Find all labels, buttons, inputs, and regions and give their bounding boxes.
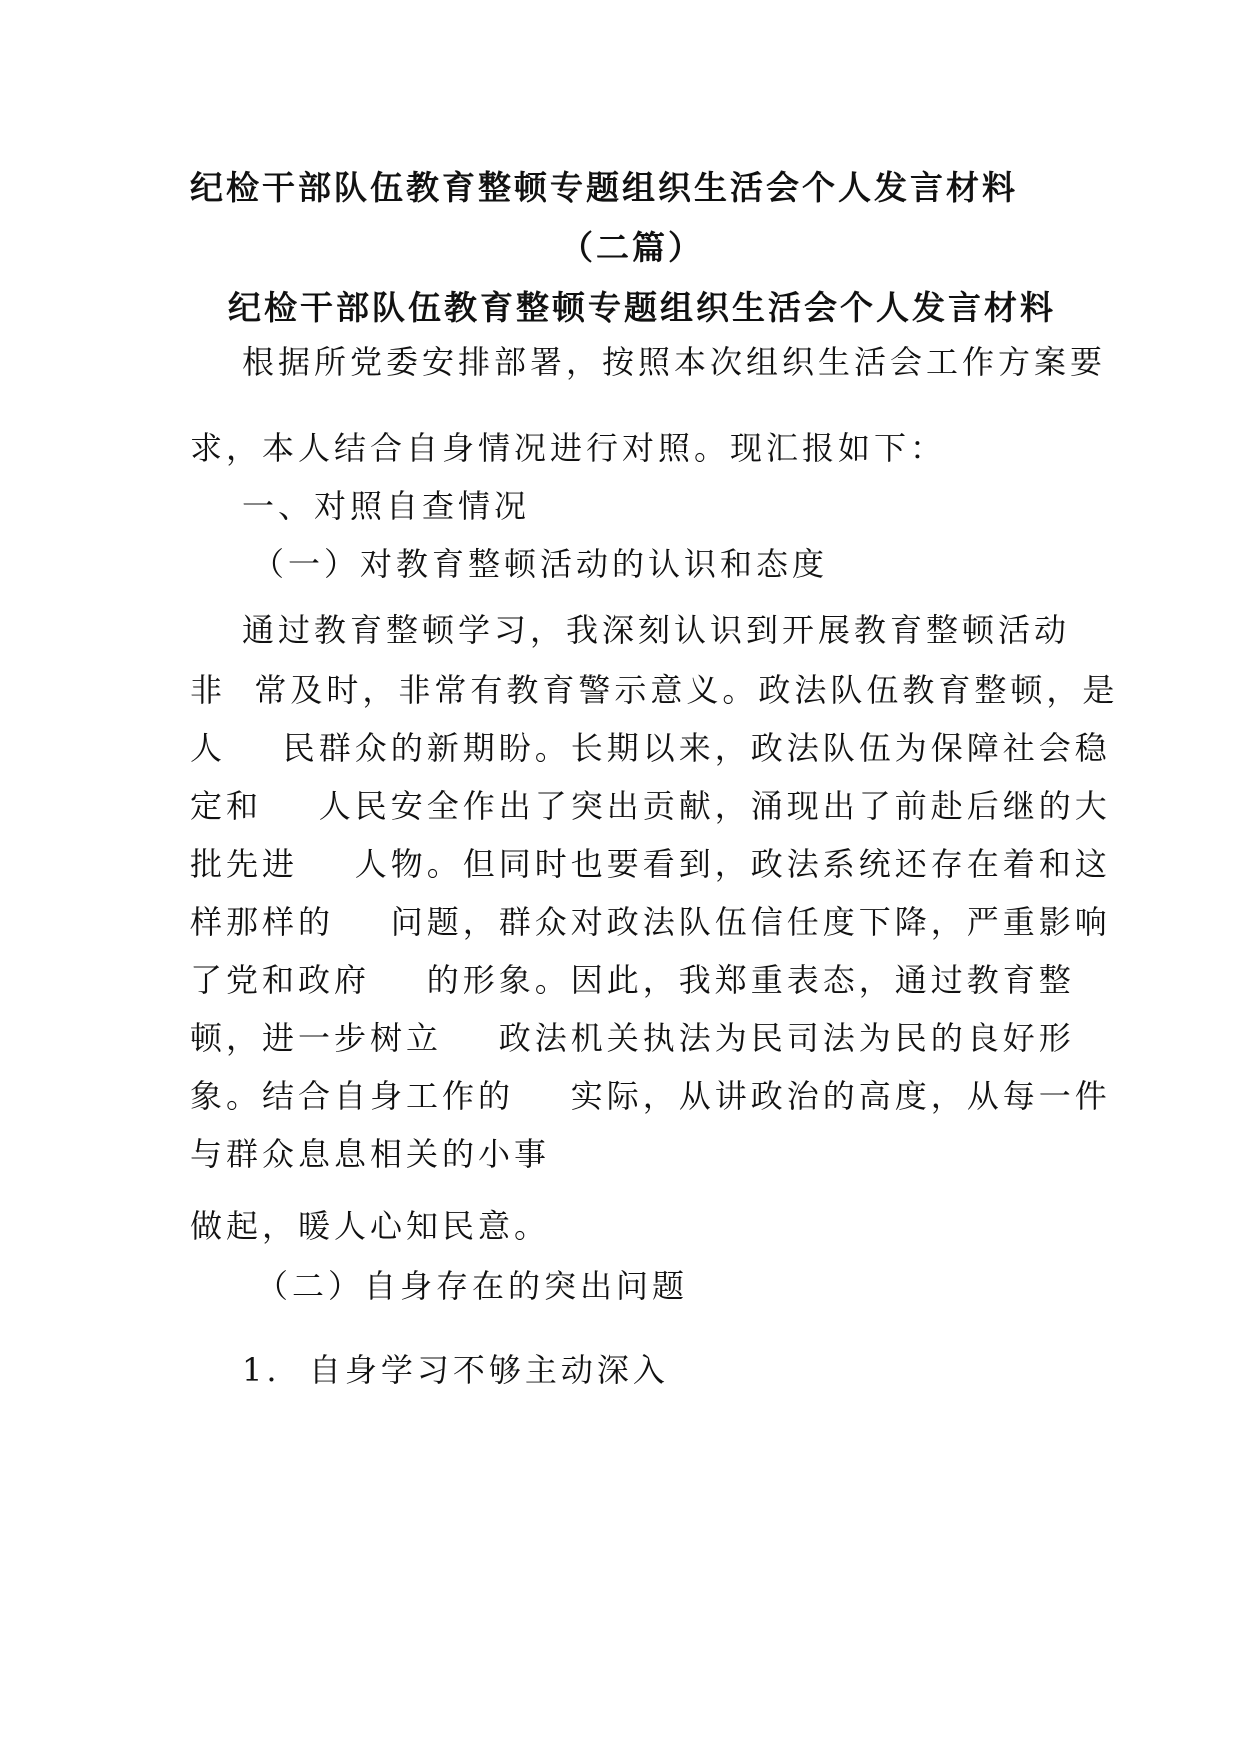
body-line: 求，本人结合自身情况进行对照。现汇报如下： xyxy=(190,429,947,467)
subsection-heading: （一）对教育整顿活动的认识和态度 xyxy=(252,545,829,583)
subsection-heading: （二）自身存在的突出问题 xyxy=(256,1267,689,1305)
document-title-line-1: 纪检干部队伍教育整顿专题组织生活会个人发言材料 xyxy=(190,168,1018,207)
body-line: 非 常及时，非常有教育警示意义。政法队伍教育整顿，是 xyxy=(190,671,1119,709)
body-line: 象。结合自身工作的 实际，从讲政治的高度，从每一件 xyxy=(190,1077,1111,1115)
body-line: 人 民群众的新期盼。长期以来，政法队伍为保障社会稳 xyxy=(190,729,1111,767)
body-line: 样那样的 问题，群众对政法队伍信任度下降，严重影响 xyxy=(190,903,1111,941)
body-line: 根据所党委安排部署，按照本次组织生活会工作方案要 xyxy=(242,343,1107,381)
body-line: 定和 人民安全作出了突出贡献，涌现出了前赴后继的大 xyxy=(190,787,1111,825)
body-line: 做起，暖人心知民意。 xyxy=(190,1207,551,1245)
document-subtitle: 纪检干部队伍教育整顿专题组织生活会个人发言材料 xyxy=(228,288,1056,327)
body-line: 了党和政府 的形象。因此，我郑重表态，通过教育整 xyxy=(190,961,1075,999)
section-heading: 一、对照自查情况 xyxy=(242,487,531,525)
document-title-line-2: （二篇） xyxy=(560,228,704,267)
list-item: 1. 自身学习不够主动深入 xyxy=(242,1351,669,1389)
body-line: 与群众息息相关的小事 xyxy=(190,1135,551,1173)
body-line: 顿，进一步树立 政法机关执法为民司法为民的良好形 xyxy=(190,1019,1075,1057)
body-line: 批先进 人物。但同时也要看到，政法系统还存在着和这 xyxy=(190,845,1111,883)
body-line: 通过教育整顿学习，我深刻认识到开展教育整顿活动 xyxy=(242,611,1071,649)
